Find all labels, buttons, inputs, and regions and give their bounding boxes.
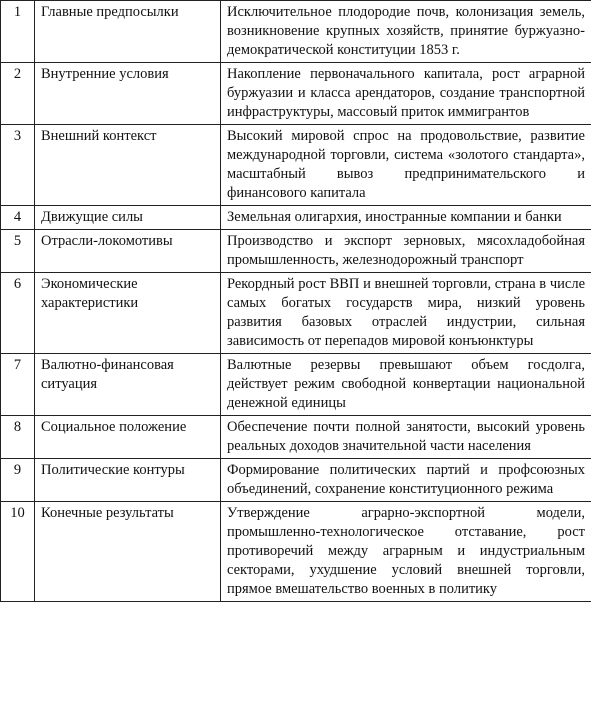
row-description: Земельная олигархия, иностранные компании и банки <box>221 206 591 230</box>
row-description: Высокий мировой спрос на продовольствие, развитие международной торговли, система «золотого стандарта», масштабный вывоз предпринимательского и финансового капитала <box>221 125 591 206</box>
row-number: 5 <box>1 230 35 273</box>
row-description: Утверждение аграрно-экспортной модели, промышленно-технологическое отставание, рост противоречий между аграрным и индустриальным секторами, ухудшение условий внешней торговли, прямое вмешательство военных в политику <box>221 502 591 602</box>
row-label: Движущие силы <box>35 206 221 230</box>
table-row <box>1 230 591 273</box>
row-number: 8 <box>1 416 35 459</box>
row-description: Исключительное плодородие почв, колонизация земель, возникновение крупных хозяйств, принятие буржуазно-демократической конституции 1853 г. <box>221 1 591 63</box>
row-number: 9 <box>1 459 35 502</box>
row-number: 1 <box>1 1 35 63</box>
row-description: Накопление первоначального капитала, рост аграрной буржуазии и класса арендаторов, создание транспортной инфраструктуры, массовый приток иммигрантов <box>221 63 591 125</box>
row-label: Конечные результаты <box>35 502 221 602</box>
table-row <box>1 125 591 206</box>
row-label: Главные предпосылки <box>35 1 221 63</box>
table-row <box>1 63 591 125</box>
row-number: 4 <box>1 206 35 230</box>
table-row <box>1 354 591 416</box>
row-description: Рекордный рост ВВП и внешней торговли, страна в числе самых богатых государств мира, низкий уровень развития базовых отраслей индустрии, сильная зависимость от перепадов мировой конъюнктуры <box>221 273 591 354</box>
row-label: Валютно-финансовая ситуация <box>35 354 221 416</box>
table-row <box>1 206 591 230</box>
row-description: Формирование политических партий и профсоюзных объединений, сохранение конституционного режима <box>221 459 591 502</box>
row-description: Валютные резервы превышают объем госдолга, действует режим свободной конвертации национальной денежной единицы <box>221 354 591 416</box>
row-description: Обеспечение почти полной занятости, высокий уровень реальных доходов значительной части населения <box>221 416 591 459</box>
row-number: 2 <box>1 63 35 125</box>
table-row <box>1 1 591 63</box>
row-label: Внутренние условия <box>35 63 221 125</box>
row-label: Внешний контекст <box>35 125 221 206</box>
row-label: Социальное положение <box>35 416 221 459</box>
row-number: 10 <box>1 502 35 602</box>
row-label: Отрасли-локомотивы <box>35 230 221 273</box>
row-number: 3 <box>1 125 35 206</box>
table-row <box>1 459 591 502</box>
row-label: Политические контуры <box>35 459 221 502</box>
table-row <box>1 502 591 602</box>
row-number: 7 <box>1 354 35 416</box>
row-description: Производство и экспорт зерновых, мясохладобойная промышленность, железнодорожный транспорт <box>221 230 591 273</box>
row-label: Экономические характеристики <box>35 273 221 354</box>
table-row <box>1 416 591 459</box>
row-number: 6 <box>1 273 35 354</box>
table-row <box>1 273 591 354</box>
